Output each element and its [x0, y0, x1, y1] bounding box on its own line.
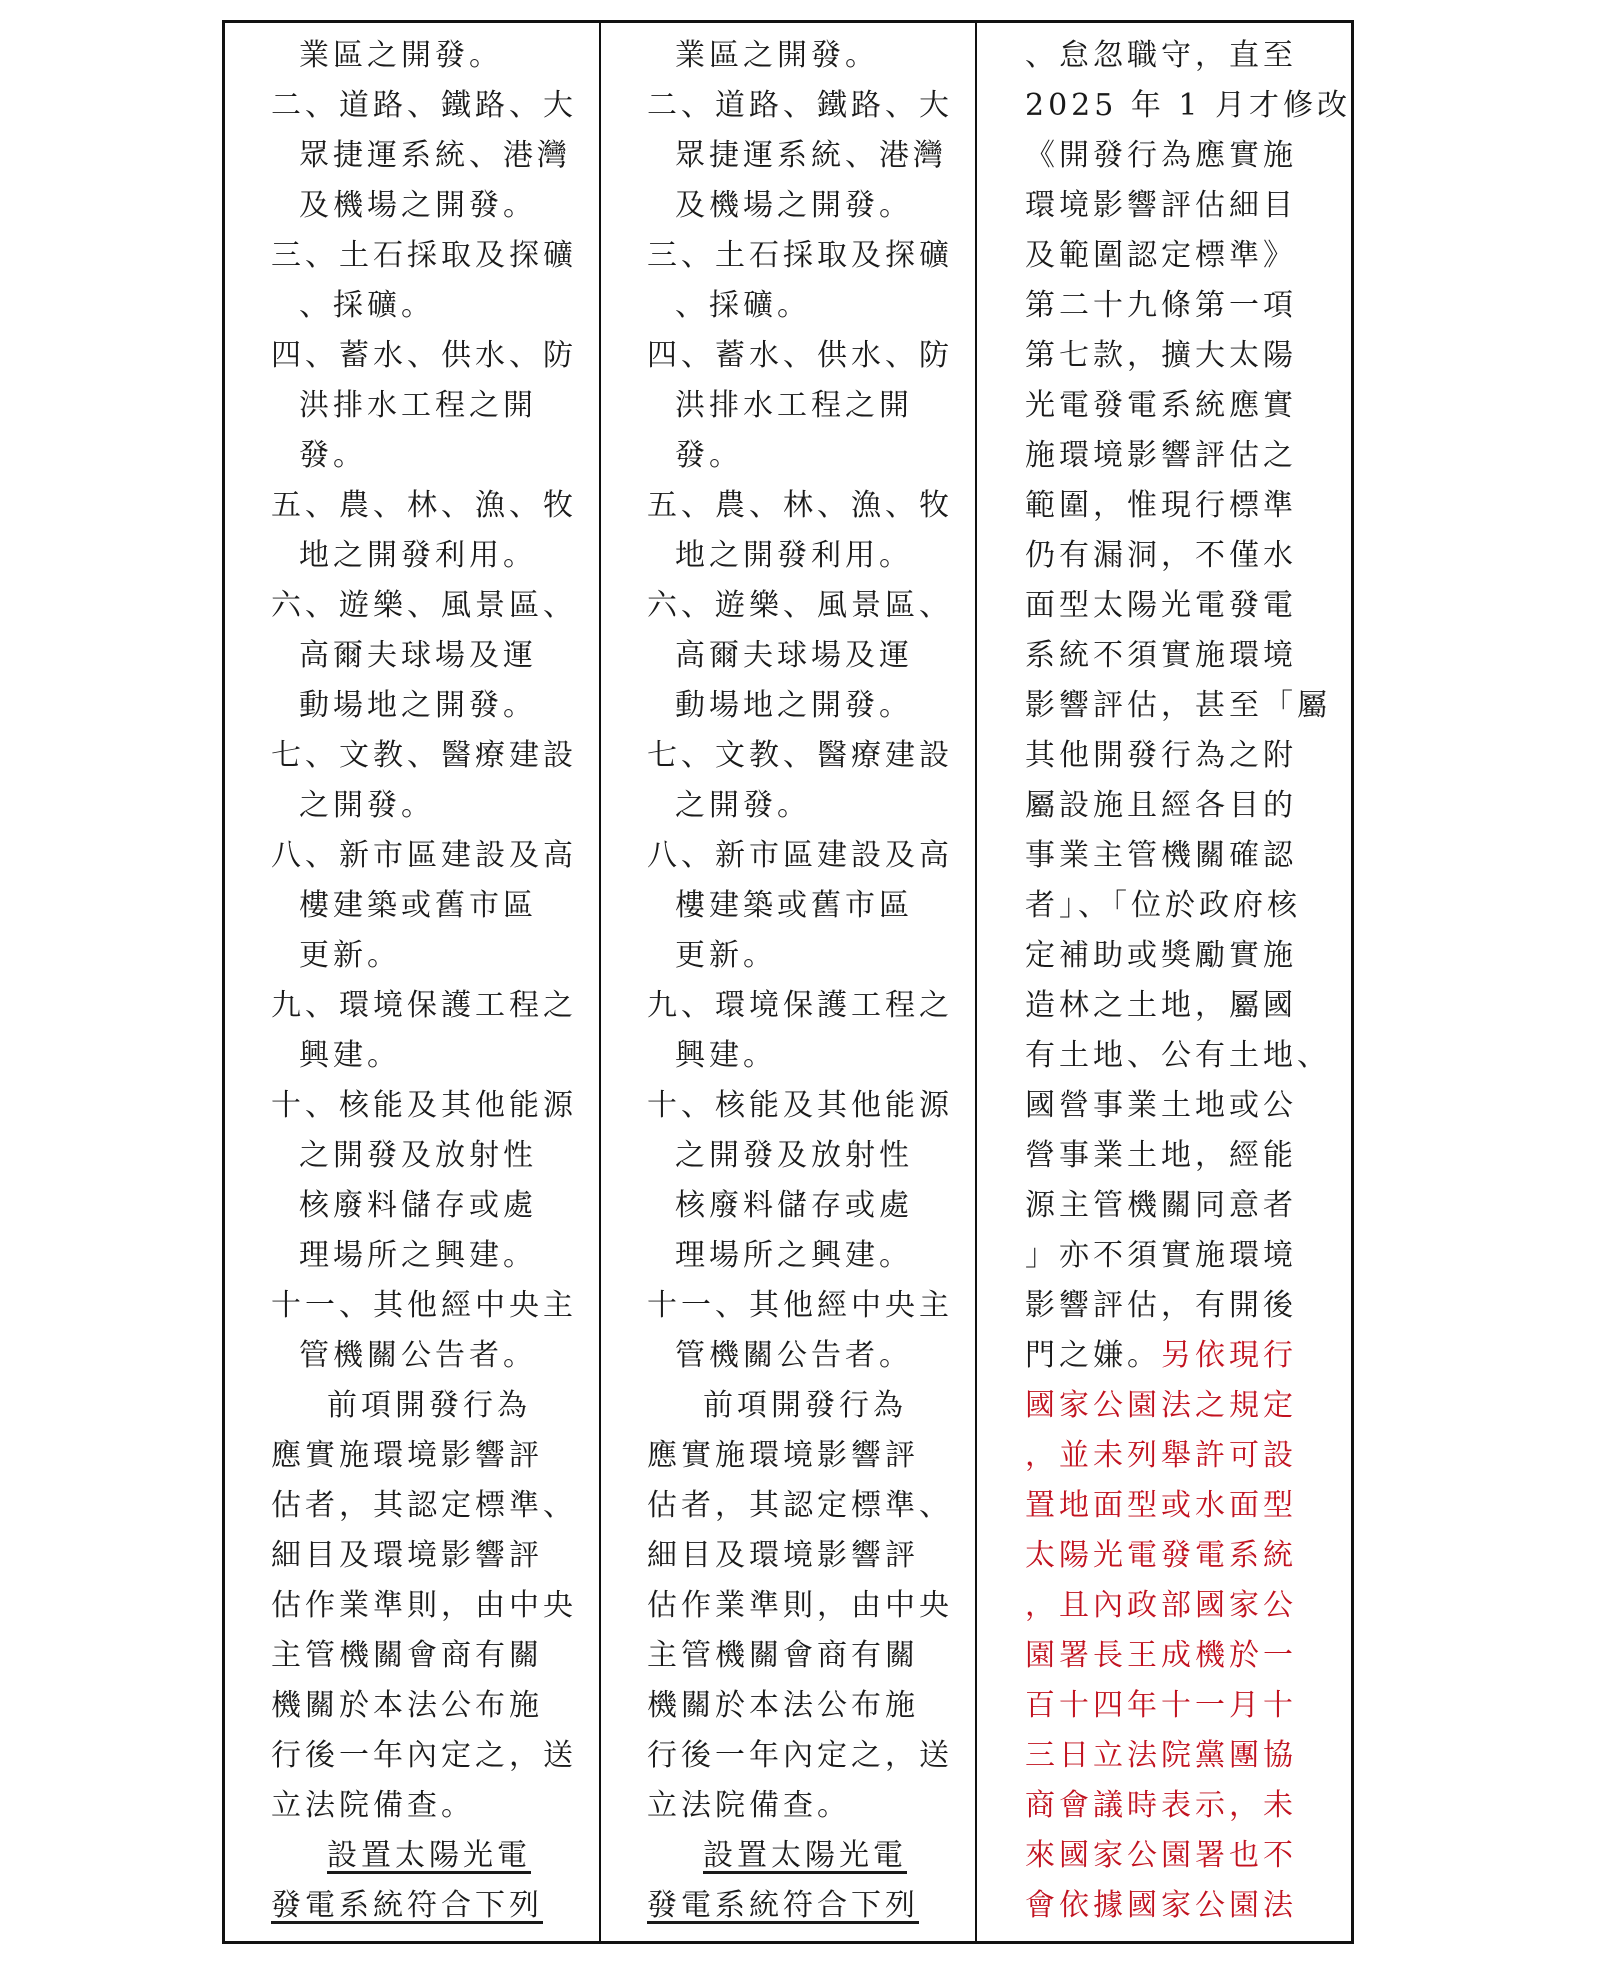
text-line — [647, 1281, 953, 1331]
text-line — [647, 1531, 919, 1581]
text-segment: 洪排水工程之開 — [299, 388, 537, 423]
text-segment: 十、核能及其他能源 — [647, 1088, 953, 1123]
text-line — [1025, 1831, 1297, 1881]
highlighted-text: 商會議時表示，未 — [1025, 1788, 1297, 1823]
highlighted-text: 另依現行 — [1161, 1338, 1297, 1373]
text-line — [703, 1381, 907, 1431]
text-segment: 之開發及放射性 — [675, 1138, 913, 1173]
text-segment: 前項開發行為 — [703, 1388, 907, 1423]
text-segment: 面型太陽光電發電 — [1025, 588, 1297, 623]
text-line — [647, 831, 953, 881]
text-segment: 估者，其認定標準、 — [271, 1488, 577, 1523]
text-line — [299, 431, 367, 481]
text-segment: 定補助或獎勵實施 — [1025, 938, 1297, 973]
text-segment: 立法院備查。 — [271, 1788, 475, 1823]
text-segment: 環境影響評估細目 — [1025, 188, 1297, 223]
text-line — [1025, 131, 1297, 181]
text-segment: 估者，其認定標準、 — [647, 1488, 953, 1523]
text-line — [647, 1581, 953, 1631]
text-segment: 興建。 — [299, 1038, 401, 1073]
text-line — [1025, 1281, 1297, 1331]
text-line — [703, 1831, 907, 1881]
text-segment: 更新。 — [299, 938, 401, 973]
text-segment: 第二十九條第一項 — [1025, 288, 1297, 323]
text-segment: 眾捷運系統、港灣 — [299, 138, 571, 173]
text-segment: 營事業土地，經能 — [1025, 1138, 1297, 1173]
text-segment: 管機關公告者。 — [299, 1338, 537, 1373]
text-line — [299, 31, 503, 81]
text-line — [299, 131, 571, 181]
text-line — [1025, 1731, 1297, 1781]
text-line — [1025, 1781, 1297, 1831]
text-line — [271, 1881, 543, 1931]
text-segment: 門之嫌。 — [1025, 1338, 1161, 1373]
text-line — [1025, 1331, 1297, 1381]
highlighted-text: ，且內政部國家公 — [1025, 1588, 1297, 1623]
text-segment: 仍有漏洞，不僅水 — [1025, 538, 1297, 573]
text-line — [271, 1681, 543, 1731]
text-line — [675, 281, 811, 331]
text-segment: 理場所之興建。 — [675, 1238, 913, 1273]
text-segment: 及範圍認定標準》 — [1025, 238, 1297, 273]
text-line — [299, 1031, 401, 1081]
text-segment: 《開發行為應實施 — [1025, 138, 1297, 173]
law-text-column-2 — [601, 23, 977, 1941]
text-line — [1025, 1631, 1297, 1681]
text-segment: 六、遊樂、風景區、 — [647, 588, 953, 623]
text-line — [271, 81, 577, 131]
text-segment: 立法院備查。 — [647, 1788, 851, 1823]
text-line — [299, 931, 401, 981]
text-line — [647, 981, 953, 1031]
highlighted-text: 會依據國家公園法 — [1025, 1888, 1297, 1923]
highlighted-text: 百十四年十一月十 — [1025, 1688, 1297, 1723]
text-segment: 十、核能及其他能源 — [271, 1088, 577, 1123]
text-segment: 理場所之興建。 — [299, 1238, 537, 1273]
text-line — [1025, 1531, 1297, 1581]
text-segment: 」亦不須實施環境 — [1025, 1238, 1297, 1273]
text-line — [675, 131, 947, 181]
text-line — [271, 1731, 577, 1781]
text-segment: 四、蓄水、供水、防 — [647, 338, 953, 373]
text-line — [1025, 281, 1297, 331]
text-segment: 眾捷運系統、港灣 — [675, 138, 947, 173]
comparison-table — [222, 20, 1354, 1944]
text-line — [647, 1481, 953, 1531]
text-segment: 五、農、林、漁、牧 — [271, 488, 577, 523]
text-line — [1025, 431, 1297, 481]
text-segment: 施環境影響評估之 — [1025, 438, 1297, 473]
highlighted-text: 國家公園法之規定 — [1025, 1388, 1297, 1423]
text-segment: 核廢料儲存或處 — [675, 1188, 913, 1223]
text-segment: 三、土石採取及探礦 — [271, 238, 577, 273]
text-line — [299, 881, 537, 931]
text-segment: 地之開發利用。 — [299, 538, 537, 573]
text-line — [271, 1581, 577, 1631]
text-segment: 光電發電系統應實 — [1025, 388, 1297, 423]
text-line — [675, 531, 913, 581]
law-text-column-1 — [225, 23, 601, 1941]
text-segment: 其他開發行為之附 — [1025, 738, 1297, 773]
text-segment: 四、蓄水、供水、防 — [271, 338, 577, 373]
text-segment: 前項開發行為 — [327, 1388, 531, 1423]
text-segment: 三、土石採取及探礦 — [647, 238, 953, 273]
text-segment: 國營事業土地或公 — [1025, 1088, 1297, 1123]
text-line — [1025, 831, 1297, 881]
text-line — [271, 831, 577, 881]
text-segment: 管機關公告者。 — [675, 1338, 913, 1373]
text-segment: 應實施環境影響評 — [647, 1438, 919, 1473]
text-segment: 動場地之開發。 — [675, 688, 913, 723]
text-segment: 及機場之開發。 — [675, 188, 913, 223]
text-line — [271, 1281, 577, 1331]
text-segment: 興建。 — [675, 1038, 777, 1073]
text-line — [299, 1181, 537, 1231]
text-line — [675, 1131, 913, 1181]
text-line — [1025, 381, 1297, 431]
text-line — [647, 581, 953, 631]
text-line — [647, 1881, 919, 1931]
text-segment: 、採礦。 — [299, 288, 435, 323]
explanation-column — [977, 23, 1351, 1941]
text-line — [299, 1331, 537, 1381]
text-line — [1025, 1481, 1297, 1531]
text-segment: 核廢料儲存或處 — [299, 1188, 537, 1223]
text-line — [675, 631, 913, 681]
text-segment: 六、遊樂、風景區、 — [271, 588, 577, 623]
text-segment: 機關於本法公布施 — [271, 1688, 543, 1723]
text-line — [1025, 231, 1297, 281]
text-line — [675, 931, 777, 981]
text-line — [647, 1781, 851, 1831]
text-segment: 業區之開發。 — [299, 38, 503, 73]
text-line — [675, 31, 879, 81]
text-segment: 主管機關會商有關 — [647, 1638, 919, 1673]
text-segment: 七、文教、醫療建設 — [271, 738, 577, 773]
text-line — [1025, 31, 1297, 81]
text-line — [327, 1381, 531, 1431]
text-line — [1025, 1181, 1297, 1231]
text-line — [271, 1481, 577, 1531]
text-line — [1025, 1431, 1297, 1481]
text-segment: 十一、其他經中央主 — [647, 1288, 953, 1323]
highlighted-text: 園署長王成機於一 — [1025, 1638, 1297, 1673]
text-line — [271, 231, 577, 281]
text-line — [299, 681, 537, 731]
text-line — [1025, 1081, 1297, 1131]
text-line — [299, 1231, 537, 1281]
underlined-text: 設置太陽光電 — [703, 1838, 907, 1873]
text-line — [1025, 181, 1297, 231]
text-segment: 二、道路、鐵路、大 — [271, 88, 577, 123]
underlined-text: 發電系統符合下列 — [271, 1888, 543, 1923]
text-line — [1025, 81, 1351, 131]
text-segment: 發。 — [675, 438, 743, 473]
text-line — [271, 581, 577, 631]
text-segment: 更新。 — [675, 938, 777, 973]
text-line — [1025, 481, 1297, 531]
text-segment: 八、新市區建設及高 — [271, 838, 577, 873]
text-line — [271, 1781, 475, 1831]
text-segment: 動場地之開發。 — [299, 688, 537, 723]
text-line — [647, 331, 953, 381]
text-line — [271, 481, 577, 531]
text-segment: 樓建築或舊市區 — [675, 888, 913, 923]
text-line — [675, 431, 743, 481]
text-line — [271, 331, 577, 381]
text-segment: 及機場之開發。 — [299, 188, 537, 223]
text-segment: 造林之土地，屬國 — [1025, 988, 1297, 1023]
text-line — [647, 81, 953, 131]
text-segment: 影響評估，有開後 — [1025, 1288, 1297, 1323]
text-segment: 洪排水工程之開 — [675, 388, 913, 423]
text-line — [647, 1681, 919, 1731]
text-segment: 機關於本法公布施 — [647, 1688, 919, 1723]
text-line — [1025, 1131, 1297, 1181]
text-line — [675, 1231, 913, 1281]
text-line — [1025, 631, 1297, 681]
text-line — [1025, 881, 1301, 931]
text-line — [1025, 981, 1297, 1031]
text-segment: 源主管機關同意者 — [1025, 1188, 1297, 1223]
text-segment: 業區之開發。 — [675, 38, 879, 73]
text-segment: 七、文教、醫療建設 — [647, 738, 953, 773]
highlighted-text: ，並未列舉許可設 — [1025, 1438, 1297, 1473]
text-line — [327, 1831, 531, 1881]
text-line — [1025, 731, 1297, 781]
text-line — [1025, 1581, 1297, 1631]
text-line — [299, 631, 537, 681]
text-segment: 之開發。 — [299, 788, 435, 823]
text-line — [299, 531, 537, 581]
text-line — [1025, 1231, 1297, 1281]
highlighted-text: 來國家公園署也不 — [1025, 1838, 1297, 1873]
text-line — [1025, 331, 1297, 381]
text-line — [1025, 1881, 1297, 1931]
text-line — [271, 1531, 543, 1581]
text-line — [675, 781, 811, 831]
text-segment: 之開發及放射性 — [299, 1138, 537, 1173]
text-segment: 高爾夫球場及運 — [299, 638, 537, 673]
text-segment: 十一、其他經中央主 — [271, 1288, 577, 1323]
text-segment: 事業主管機關確認 — [1025, 838, 1297, 873]
text-segment: 者」、「位於政府核 — [1025, 888, 1301, 923]
text-line — [647, 1631, 919, 1681]
text-line — [1025, 531, 1297, 581]
highlighted-text: 太陽光電發電系統 — [1025, 1538, 1297, 1573]
text-segment: 估作業準則，由中央 — [271, 1588, 577, 1623]
text-segment: 第七款，擴大太陽 — [1025, 338, 1297, 373]
text-segment: 影響評估，甚至「屬 — [1025, 688, 1331, 723]
text-line — [299, 781, 435, 831]
text-line — [647, 1431, 919, 1481]
text-line — [271, 981, 577, 1031]
text-line — [675, 1181, 913, 1231]
text-segment: 、採礦。 — [675, 288, 811, 323]
text-segment: 九、環境保護工程之 — [271, 988, 577, 1023]
text-line — [647, 481, 953, 531]
text-segment: 範圍，惟現行標準 — [1025, 488, 1297, 523]
text-line — [675, 181, 913, 231]
text-line — [647, 1081, 953, 1131]
text-line — [647, 1731, 953, 1781]
text-line — [1025, 681, 1331, 731]
text-line — [647, 731, 953, 781]
text-segment: 有土地、公有土地、 — [1025, 1038, 1331, 1073]
text-segment: 屬設施且經各目的 — [1025, 788, 1297, 823]
text-line — [675, 1331, 913, 1381]
text-line — [675, 1031, 777, 1081]
text-segment: 、怠忽職守，直至 — [1025, 38, 1297, 73]
underlined-text: 發電系統符合下列 — [647, 1888, 919, 1923]
text-line — [675, 681, 913, 731]
text-segment: 樓建築或舊市區 — [299, 888, 537, 923]
text-line — [299, 1131, 537, 1181]
text-segment: 行後一年內定之，送 — [647, 1738, 953, 1773]
text-segment: 應實施環境影響評 — [271, 1438, 543, 1473]
text-line — [299, 281, 435, 331]
text-segment: 主管機關會商有關 — [271, 1638, 543, 1673]
text-line — [1025, 581, 1297, 631]
text-line — [271, 1631, 543, 1681]
text-segment: 細目及環境影響評 — [647, 1538, 919, 1573]
text-segment: 八、新市區建設及高 — [647, 838, 953, 873]
text-line — [1025, 1381, 1297, 1431]
text-line — [271, 731, 577, 781]
text-segment: 之開發。 — [675, 788, 811, 823]
text-line — [675, 881, 913, 931]
text-segment: 行後一年內定之，送 — [271, 1738, 577, 1773]
text-segment: 九、環境保護工程之 — [647, 988, 953, 1023]
highlighted-text: 三日立法院黨團協 — [1025, 1738, 1297, 1773]
text-line — [1025, 1031, 1331, 1081]
text-segment: 地之開發利用。 — [675, 538, 913, 573]
text-line — [271, 1431, 543, 1481]
text-line — [299, 381, 537, 431]
text-line — [675, 381, 913, 431]
text-segment: 估作業準則，由中央 — [647, 1588, 953, 1623]
text-line — [299, 181, 537, 231]
text-segment: 細目及環境影響評 — [271, 1538, 543, 1573]
text-line — [1025, 931, 1297, 981]
text-segment: 2025 年 1 月才修改 — [1025, 88, 1351, 123]
text-segment: 高爾夫球場及運 — [675, 638, 913, 673]
underlined-text: 設置太陽光電 — [327, 1838, 531, 1873]
text-line — [271, 1081, 577, 1131]
highlighted-text: 置地面型或水面型 — [1025, 1488, 1297, 1523]
text-line — [1025, 781, 1297, 831]
text-line — [1025, 1681, 1297, 1731]
text-segment: 二、道路、鐵路、大 — [647, 88, 953, 123]
text-segment: 五、農、林、漁、牧 — [647, 488, 953, 523]
text-line — [647, 231, 953, 281]
text-segment: 系統不須實施環境 — [1025, 638, 1297, 673]
text-segment: 發。 — [299, 438, 367, 473]
